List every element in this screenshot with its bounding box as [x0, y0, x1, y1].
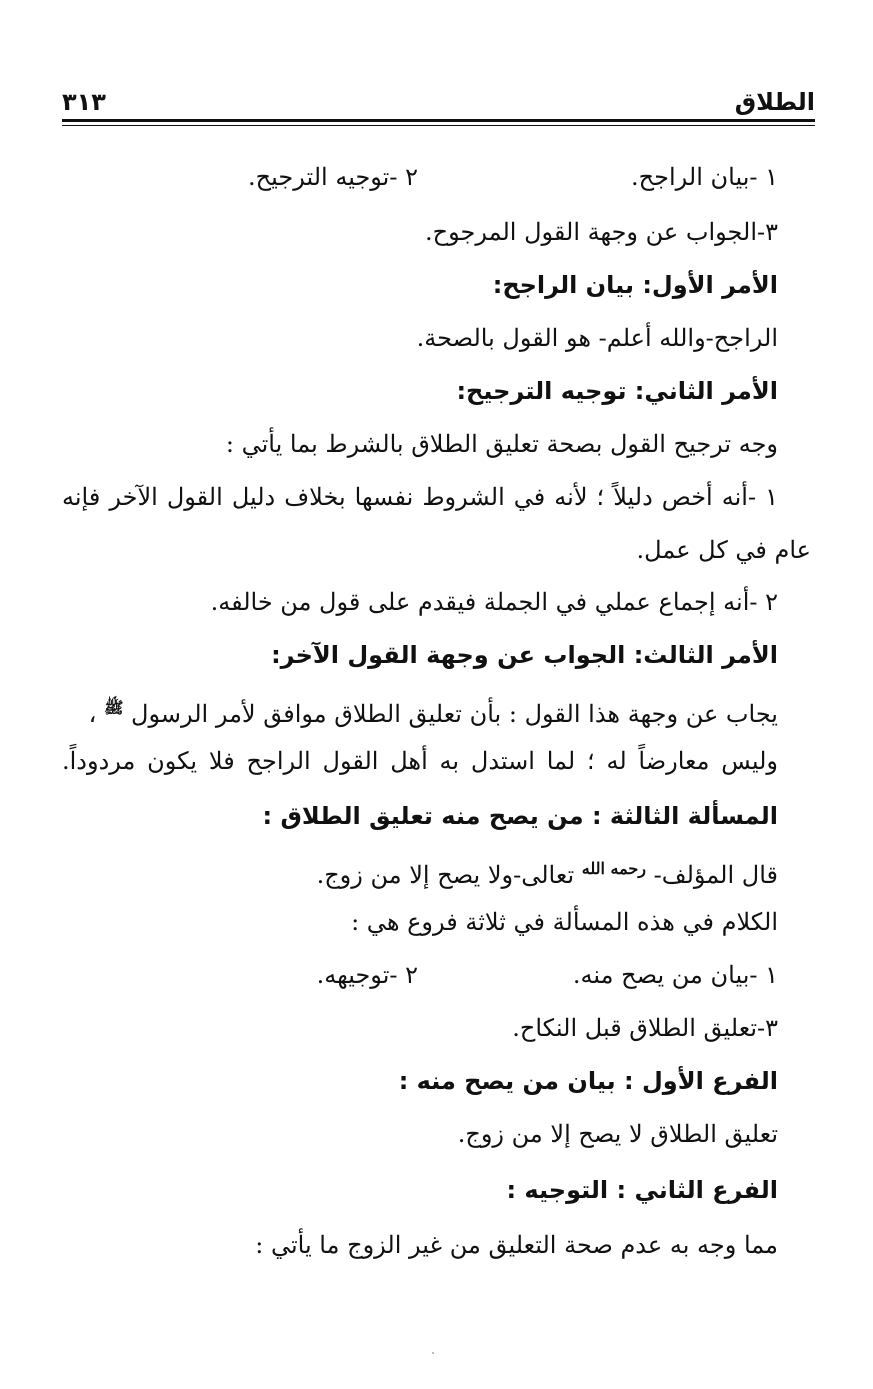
paragraph-text: يجاب عن وجهة هذا القول : بأن تعليق الطلاق موافق لأمر الرسول — [131, 700, 778, 728]
section-heading-2: الأمر الثاني: توجيه الترجيح: — [456, 377, 778, 405]
paragraph: تعليق الطلاق لا يصح إلا من زوج. — [457, 1120, 778, 1148]
header-rule-thin — [62, 125, 815, 126]
section-heading-5: الفرع الأول : بيان من يصح منه : — [398, 1067, 778, 1095]
paragraph: ٢ -أنه إجماع عملي في الجملة فيقدم على قول من خالفه. — [210, 588, 778, 616]
page-header — [62, 88, 815, 116]
list-item-1: ١ -بيان من يصح منه. — [572, 961, 778, 989]
header-rule-thick — [62, 119, 815, 122]
paragraph-text: قال المؤلف- — [653, 861, 778, 889]
paragraph: الراجح-والله أعلم- هو القول بالصحة. — [416, 324, 778, 352]
honorific-mark: ﷺ — [104, 698, 124, 717]
section-heading-6: الفرع الثاني : التوجيه : — [506, 1176, 778, 1204]
paragraph-text: تعالى-ولا يصح إلا من زوج. — [316, 861, 575, 889]
paragraph: ١ -أنه أخص دليلاً ؛ لأنه في الشروط نفسها بخلاف دليل القول الآخر فإنه — [62, 483, 778, 511]
page-number: ٣١٣ — [62, 88, 106, 116]
paragraph — [89, 691, 778, 731]
paragraph: عام في كل عمل. — [636, 536, 811, 564]
section-heading-4: المسألة الثالثة : من يصح منه تعليق الطلاق : — [262, 802, 778, 830]
list-item-2: ٢ -توجيه الترجيح. — [248, 163, 418, 191]
chapter-title: الطلاق — [734, 88, 815, 116]
list-item-3: ٣-تعليق الطلاق قبل النكاح. — [512, 1014, 778, 1042]
scan-speck — [432, 1352, 434, 1354]
paragraph: الكلام في هذه المسألة في ثلاثة فروع هي : — [351, 908, 778, 936]
list-item-2: ٢ -توجيهه. — [316, 961, 418, 989]
honorific-mark: رحمه الله — [581, 859, 646, 878]
section-heading-1: الأمر الأول: بيان الراجح: — [492, 271, 778, 299]
paragraph-text: ، — [88, 700, 97, 728]
list-item-3: ٣-الجواب عن وجهة القول المرجوح. — [424, 218, 778, 246]
paragraph: وليس معارضاً له ؛ لما استدل به أهل القول الراجح فلا يكون مردوداً. — [62, 747, 778, 775]
paragraph — [317, 852, 778, 892]
section-heading-3: الأمر الثالث: الجواب عن وجهة القول الآخر: — [271, 641, 778, 669]
paragraph: وجه ترجيح القول بصحة تعليق الطلاق بالشرط بما يأتي : — [225, 430, 778, 458]
list-item-1: ١ -بيان الراجح. — [631, 163, 778, 191]
paragraph: مما وجه به عدم صحة التعليق من غير الزوج ما يأتي : — [255, 1231, 778, 1259]
